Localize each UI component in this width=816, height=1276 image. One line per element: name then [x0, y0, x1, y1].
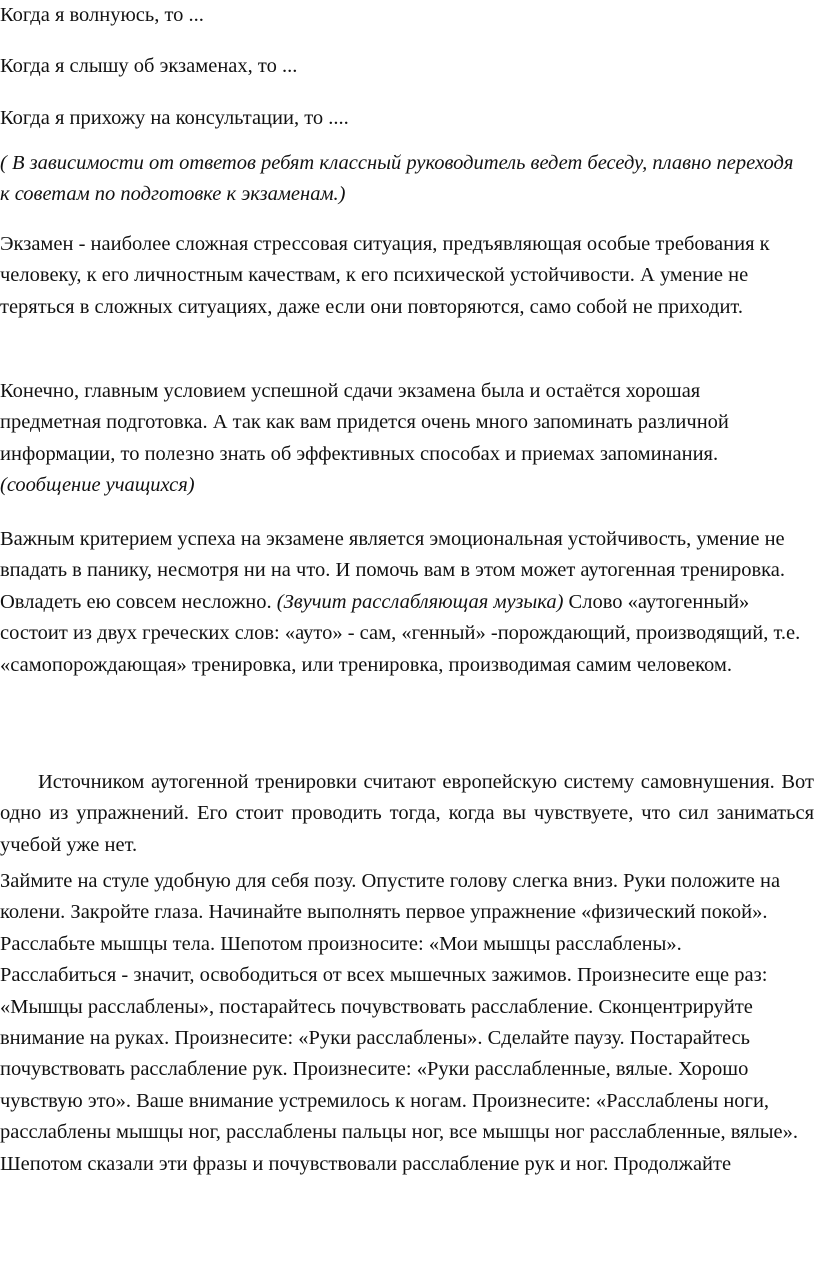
prompt-line: Когда я волнуюсь, то ... [0, 4, 204, 26]
teacher-note: ( В зависимости от ответов ребят классный руководитель ведет беседу, плавно переходя к советам по подготовке к экзаменам.) [0, 152, 794, 206]
paragraph-preparation [0, 376, 780, 502]
paragraph-text: Конечно, главным условием успешной сдачи экзамена была и остаётся хорошая предметная подготовка. А так как вам придется очень много запоминать различной информации, то полезно знать об эффективных способах и приемах запоминания. [0, 380, 729, 465]
paragraph-self-suggestion: Источником аутогенной тренировки считают европейскую систему самовнушения. Вот одно из упражнений. Его стоит проводить тогда, когда вы чувствуете, что сил заниматься учебой уже нет. [0, 771, 814, 856]
italic-remark: (сообщение учащихся) [0, 474, 195, 497]
italic-remark: (Звучит расслабляющая музыка) [276, 590, 564, 613]
prompt-line: Когда я слышу об экзаменах, то ... [0, 55, 298, 77]
paragraph-autogenic [0, 524, 814, 681]
paragraph-text: Слово «аутогенный» состоит из двух греческих слов: «ауто» - сам, «генный» -порождающий, производящий, т.е. «самопорождающая» тренировка, или тренировка, производимая самим человеком. [0, 590, 801, 676]
prompt-line: Когда я прихожу на консультации, то .... [0, 107, 349, 129]
paragraph-exercise: Займите на стуле удобную для себя позу. Опустите голову слегка вниз. Руки положите на колени. Закройте глаза. Начинайте выполнять первое упражнение «физический покой». Расслабьте мышцы тела. Шепотом произносите: «Мои мышцы расслаблены». Расслабиться - значит, освободиться от всех мышечных зажимов. Произнесите еще раз: «Мышцы расслаблены», постарайтесь почувствовать расслабление. Сконцентрируйте внимание на руках. Произнесите: «Руки расслаблены». Сделайте паузу. Постарайтесь почувствовать расслабление рук. Произнесите: «Руки расслабленные, вялые. Хорошо чувствую это». Ваше внимание устремилось к ногам. Произнесите: «Расслаблены ноги, расслаблены мышцы ног, расслаблены пальцы ног, все мышцы ног расслабленные, вялые». Шепотом сказали эти фразы и почувствовали расслабление рук и ног. Продолжайте [0, 870, 799, 1175]
paragraph-text: Важным критерием успеха на экзамене является эмоциональная устойчивость, умение не впадать в панику, несмотря ни на что. И помочь вам в этом может аутогенная тренировка. Овладеть ею совсем несложно. [0, 528, 786, 613]
paragraph-exam-stress: Экзамен - наиболее сложная стрессовая ситуация, предъявляющая особые требования к человеку, к его личностным качествам, к его психической устойчивости. А умение не теряться в сложных ситуациях, даже если они повторяются, само собой не приходит. [0, 233, 770, 318]
